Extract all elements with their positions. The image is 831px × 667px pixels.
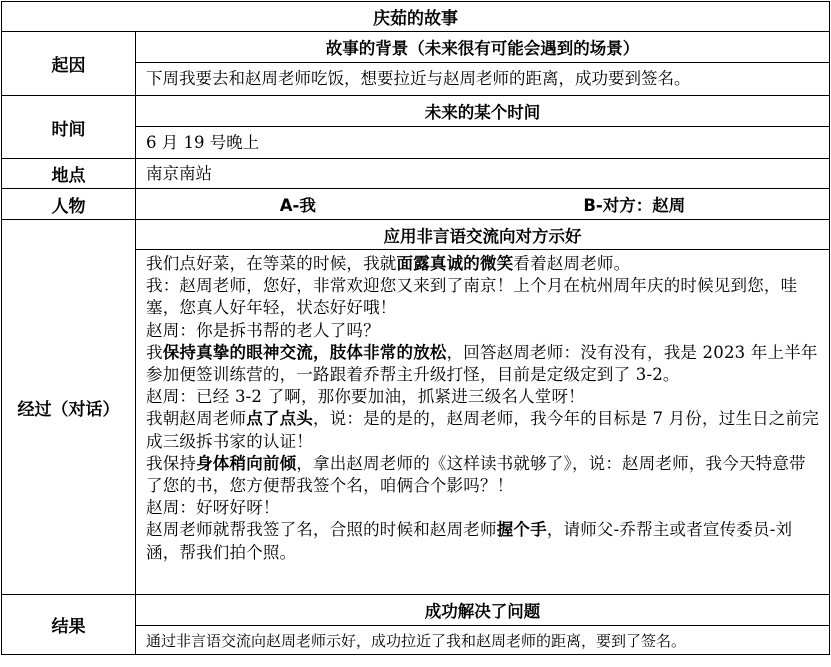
- dialog-line: [146, 386, 819, 408]
- process-row: [2, 220, 830, 250]
- time-text: 6 月 19 号晚上: [136, 127, 830, 159]
- people-cell: [136, 189, 830, 220]
- place-label: 地点: [2, 159, 136, 189]
- time-label: 时间: [2, 96, 136, 159]
- cause-heading: 故事的背景（未来很有可能会遇到的场景）: [136, 32, 830, 63]
- dialog-line-text: 赵周老师就帮我签了名，合照的时候和赵周老师: [146, 520, 497, 540]
- time-row: [2, 96, 830, 127]
- dialog-emphasis: 点了点头: [246, 409, 314, 429]
- result-row: [2, 595, 830, 626]
- title-row: [2, 2, 830, 32]
- dialog-line-text: 我保持: [146, 453, 197, 473]
- dialog-line: [146, 253, 819, 275]
- dialog-cell: [136, 250, 830, 595]
- dialog-line-text: 看着赵周老师。: [513, 254, 631, 273]
- dialog-line-text: 赵周：已经 3-2 了啊，那你要加油，抓紧进三级名人堂呀！: [146, 387, 585, 407]
- dialog-line-text: ，请师父-乔帮主或者宣传委员-刘涵，帮我们拍个照。: [146, 520, 793, 562]
- process-label: 经过（对话）: [2, 220, 136, 595]
- place-text: 南京南站: [136, 159, 830, 189]
- people-row: [2, 189, 830, 220]
- dialog-line: [146, 453, 819, 497]
- dialog-emphasis: 身体稍向前倾: [196, 453, 297, 473]
- dialog-line: [146, 497, 819, 519]
- dialog-line-text: ，回答赵周老师：没有没有，我是 2023 年上半年参加便签训练营的，一路跟着乔帮主升级打怪，目前是定级定到了 3-2。: [146, 342, 818, 385]
- result-label: 结果: [2, 595, 136, 655]
- dialog-emphasis: 面露真诚的微笑: [396, 254, 514, 273]
- dialog-line-text: 我: [146, 342, 163, 362]
- process-heading: 应用非言语交流向对方示好: [136, 220, 830, 250]
- result-heading: 成功解决了问题: [136, 595, 830, 626]
- result-text: 通过非言语交流向赵周老师示好，成功拉近了我和赵周老师的距离，要到了签名。: [136, 626, 830, 655]
- person-b: B-对方：赵周: [583, 196, 686, 215]
- dialog-line-text: ，说：是的是的，赵周老师，我今年的目标是 7 月份，过生日之前完成三级拆书家的认证！: [146, 409, 819, 451]
- dialog-line-text: ，拿出赵周老师的《这样读书就够了》，说：赵周老师，我今天特意带了您的书，您方便帮我签个名，咱俩合个影吗？！: [146, 453, 806, 496]
- place-row: [2, 159, 830, 189]
- person-a: A-我: [279, 196, 316, 215]
- dialog-line-text: 赵周：好呀好呀！: [146, 498, 280, 518]
- dialog-line-text: 我朝赵周老师: [146, 409, 247, 429]
- dialog-line: [146, 408, 819, 452]
- dialog-lines: [146, 253, 819, 564]
- dialog-emphasis: 握个手: [496, 520, 547, 540]
- dialog-line-text: 赵周：你是拆书帮的老人了吗？: [146, 320, 380, 340]
- dialog-line-text: 我：赵周老师，您好，非常欢迎您又来到了南京！上个月在杭州周年庆的时候见到您，哇塞，您真人好年轻，状态好好哦！: [146, 276, 798, 318]
- cause-row: [2, 32, 830, 63]
- cause-label: 起因: [2, 32, 136, 96]
- people-label: 人物: [2, 189, 136, 220]
- dialog-line: [146, 519, 819, 563]
- time-heading: 未来的某个时间: [136, 96, 830, 127]
- dialog-line: [146, 320, 819, 342]
- dialog-line: [146, 342, 819, 386]
- dialog-line: [146, 275, 819, 319]
- story-table: [1, 1, 830, 655]
- dialog-emphasis: 保持真挚的眼神交流，肢体非常的放松: [162, 342, 447, 362]
- cause-text: 下周我要去和赵周老师吃饭，想要拉近与赵周老师的距离，成功要到签名。: [136, 63, 830, 96]
- document-title: 庆茹的故事: [2, 2, 830, 32]
- story-document: [1, 1, 829, 665]
- dialog-line-text: 我们点好菜，在等菜的时候，我就: [146, 254, 397, 273]
